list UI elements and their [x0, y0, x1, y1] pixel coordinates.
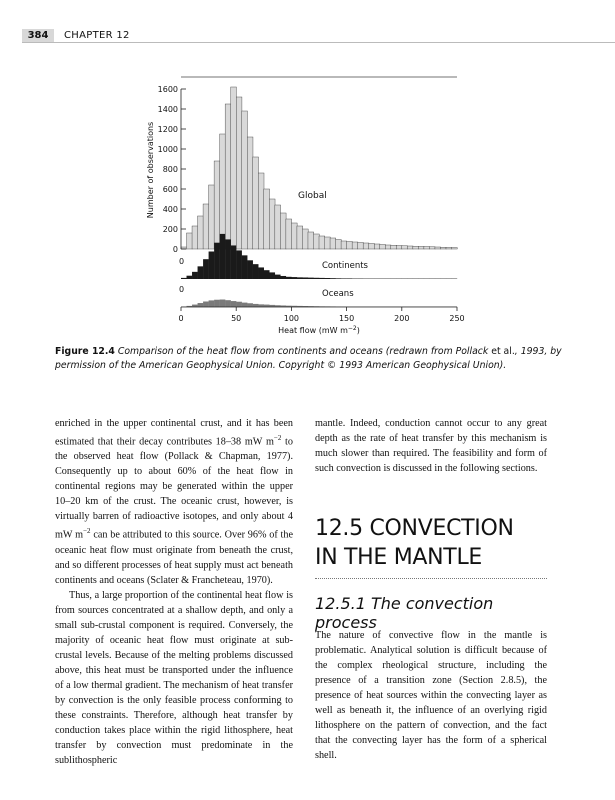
- bar-oceans-12: [247, 303, 253, 307]
- bar-continents-28: [336, 278, 342, 279]
- y-tick-label-0: 0: [172, 245, 178, 254]
- bar-global-15: [264, 189, 270, 249]
- y-axis-title: Number of observations: [146, 121, 155, 219]
- bar-global-49: [451, 248, 457, 250]
- bar-oceans-4: [203, 302, 209, 308]
- bar-global-22: [302, 229, 308, 249]
- x-tick-label-0: 0: [178, 314, 184, 323]
- bar-oceans-3: [198, 303, 204, 307]
- bar-continents-27: [330, 278, 336, 279]
- bar-global-42: [413, 246, 419, 249]
- bar-global-11: [242, 111, 248, 249]
- bar-global-38: [391, 245, 397, 249]
- bar-continents-5: [209, 252, 215, 280]
- section-heading: [315, 514, 565, 572]
- left-p1-sup1: −2: [273, 434, 282, 442]
- bar-global-13: [253, 157, 259, 249]
- bar-oceans-9: [231, 301, 237, 307]
- bar-continents-23: [308, 278, 314, 279]
- chapter-label: CHAPTER 12: [64, 30, 130, 41]
- bar-global-25: [319, 236, 325, 249]
- x-tick-label-1: 50: [231, 314, 242, 323]
- bar-global-31: [352, 242, 358, 249]
- left-column: [55, 416, 293, 768]
- section-divider: [315, 578, 547, 579]
- bar-continents-15: [264, 270, 270, 279]
- x-axis-title: [278, 325, 360, 335]
- left-p1-sup2: −2: [83, 527, 91, 536]
- bar-oceans-5: [209, 300, 215, 307]
- bar-continents-12: [247, 260, 253, 279]
- legend-oceans: Oceans: [322, 289, 354, 299]
- bar-global-2: [192, 226, 198, 249]
- bar-global-36: [380, 245, 386, 250]
- page-number: 384: [22, 29, 54, 42]
- x-tick-label-5: 250: [449, 314, 465, 323]
- bar-continents-16: [269, 272, 275, 279]
- bar-global-39: [396, 246, 402, 250]
- x-tick-label-3: 150: [338, 314, 355, 323]
- bar-continents-7: [220, 234, 226, 279]
- bar-global-28: [336, 240, 342, 250]
- bar-global-37: [385, 245, 391, 249]
- bar-continents-20: [291, 277, 297, 279]
- bar-global-35: [374, 244, 380, 249]
- bar-oceans-7: [220, 300, 226, 307]
- bar-global-12: [247, 137, 253, 249]
- bar-continents-10: [236, 250, 242, 279]
- bar-oceans-10: [236, 302, 242, 307]
- bar-continents-26: [325, 278, 331, 279]
- bar-global-5: [209, 185, 215, 249]
- bar-continents-21: [297, 277, 303, 279]
- legend-global: Global: [298, 191, 327, 201]
- x-axis-title-close: ): [356, 326, 360, 335]
- x-tick-label-4: 200: [394, 314, 410, 323]
- right-column-top: [315, 416, 547, 476]
- y-tick-label-4: 800: [162, 165, 178, 174]
- bar-global-3: [198, 216, 204, 249]
- legend-continents: Continents: [322, 261, 368, 271]
- y-tick-label-5: 1000: [157, 145, 178, 154]
- bar-global-41: [407, 246, 413, 249]
- bar-continents-6: [214, 243, 220, 279]
- figure-label: Figure 12.4: [55, 346, 115, 357]
- continents-zero-label: 0: [179, 257, 185, 266]
- bar-global-21: [297, 226, 303, 249]
- bar-global-14: [258, 173, 264, 249]
- heat-flow-histogram: [0, 60, 615, 340]
- caption-text-2: , 1993, by permission of the American Geophysical Union. Copyright © 1993 American Geophysical Union).: [55, 346, 562, 371]
- bar-continents-18: [280, 276, 286, 279]
- bar-continents-30: [347, 278, 353, 279]
- oceans-zero-label: 0: [179, 285, 185, 294]
- heat-flow-figure: [0, 60, 615, 340]
- bar-global-19: [286, 219, 292, 249]
- figure-caption: [55, 345, 575, 373]
- bar-oceans-11: [242, 303, 248, 307]
- bar-global-9: [231, 87, 237, 249]
- section-heading-line-1: 12.5 CONVECTION: [315, 516, 514, 541]
- bar-continents-3: [198, 266, 204, 279]
- bar-global-4: [203, 204, 209, 249]
- bar-global-40: [402, 246, 408, 249]
- x-tick-label-2: 100: [283, 314, 300, 323]
- left-paragraph-1: [55, 416, 293, 588]
- bar-global-10: [236, 97, 242, 249]
- bar-global-45: [429, 247, 435, 249]
- bar-oceans-8: [225, 300, 231, 307]
- bar-continents-19: [286, 277, 292, 279]
- bar-global-24: [313, 234, 319, 249]
- bar-oceans-13: [253, 304, 259, 307]
- bar-global-34: [369, 244, 375, 250]
- left-p1-c: can be attributed to this source. Over 96% of the oceanic heat flow must originate from beneath the crust, and so different processes of heat supply must act beneath continents and oceans (Sclater & Francheteau, 1970).: [55, 529, 293, 586]
- bar-continents-0: [181, 278, 187, 279]
- bar-global-18: [280, 213, 286, 249]
- bar-global-32: [358, 243, 364, 250]
- bar-global-46: [435, 247, 441, 249]
- bar-global-16: [269, 199, 275, 249]
- page-header: [0, 0, 615, 42]
- subsection-heading: 12.5.1 The convection process: [315, 594, 494, 632]
- bar-continents-13: [253, 264, 259, 279]
- bar-global-47: [440, 247, 446, 249]
- y-tick-label-3: 600: [162, 185, 178, 194]
- bar-global-7: [220, 134, 226, 249]
- bar-global-17: [275, 205, 281, 249]
- bar-global-1: [187, 233, 193, 249]
- header-rule: [22, 42, 615, 43]
- caption-text-1: Comparison of the heat flow from continents and oceans (redrawn from Pollack: [117, 346, 492, 357]
- section-heading-line-2: IN THE MANTLE: [315, 545, 482, 570]
- bar-global-23: [308, 232, 314, 249]
- left-paragraph-2: Thus, a large proportion of the continental heat flow is from sources concentrated at a shallow depth, and only a small sub-crustal component is required. Conversely, the majority of oceanic heat flow must originate at sub-crustal levels. Because of the melting problems discussed above, this heat must be transported under the influence of a low thermal gradient. The mechanism of heat transfer by convection is the only feasible process conforming to these constraints. Therefore, although heat transfer by conduction takes place within the rigid lithosphere, heat transfer by convection must predominate in the sublithospheric: [55, 589, 293, 766]
- bar-continents-11: [242, 255, 248, 279]
- bar-continents-22: [302, 277, 308, 279]
- left-p1-b: to the observed heat flow (Pollack & Chapman, 1977). Consequently up to about 60% of the heat flow in continental regions may be generated within the upper 10–20 km of the crust. The oceanic crust, however, is virtually barren of radioactive isotopes, and only about 4 mW m: [55, 436, 293, 541]
- y-tick-label-2: 400: [162, 205, 178, 214]
- bar-continents-24: [313, 278, 319, 279]
- bar-global-6: [214, 161, 220, 249]
- bar-continents-25: [319, 278, 325, 279]
- bar-global-27: [330, 238, 336, 249]
- bar-global-48: [446, 247, 452, 249]
- bar-global-26: [325, 237, 331, 249]
- left-p1-a: enriched in the upper continental crust, and it has been estimated that their decay contributes 18–38 mW m: [55, 418, 293, 448]
- bar-global-44: [424, 247, 430, 250]
- y-tick-label-8: 1600: [157, 85, 178, 94]
- bar-global-33: [363, 243, 369, 249]
- bar-global-8: [225, 104, 231, 249]
- right-paragraph-1: mantle. Indeed, conduction cannot occur to any great depth as the rate of heat transfer by this mechanism is much slower than required. The feasibility and form of such convection is discussed in the following sections.: [315, 418, 547, 474]
- y-tick-label-6: 1200: [157, 125, 178, 134]
- bar-continents-29: [341, 278, 347, 279]
- bar-continents-9: [231, 245, 237, 279]
- bar-global-43: [418, 246, 424, 249]
- bar-continents-17: [275, 275, 281, 279]
- x-axis-title-sup: −2: [347, 325, 357, 332]
- bar-oceans-6: [214, 300, 220, 307]
- x-axis-title-main: Heat flow (mW m: [278, 326, 348, 335]
- bar-continents-4: [203, 259, 209, 279]
- bar-continents-8: [225, 239, 231, 279]
- bar-global-20: [291, 223, 297, 249]
- caption-text-etal: et al.: [491, 346, 515, 357]
- right-paragraph-2: The nature of convective flow in the mantle is problematic. Analytical solution is difficult because of the complex rheological structure, including the presence of a transition zone (Section 2.8.5), the presence of heat sources within the convecting layer as well as beneath it, the influence of an overlying rigid lithosphere on the pattern of convection, and the fact that the convecting layer has the form of a spherical shell.: [315, 630, 547, 761]
- y-tick-label-7: 1400: [157, 105, 178, 114]
- y-tick-label-1: 200: [162, 225, 178, 234]
- bar-continents-1: [187, 276, 193, 279]
- bar-global-29: [341, 241, 347, 249]
- bar-continents-2: [192, 272, 198, 279]
- bar-global-30: [347, 242, 353, 250]
- bar-continents-14: [258, 267, 264, 279]
